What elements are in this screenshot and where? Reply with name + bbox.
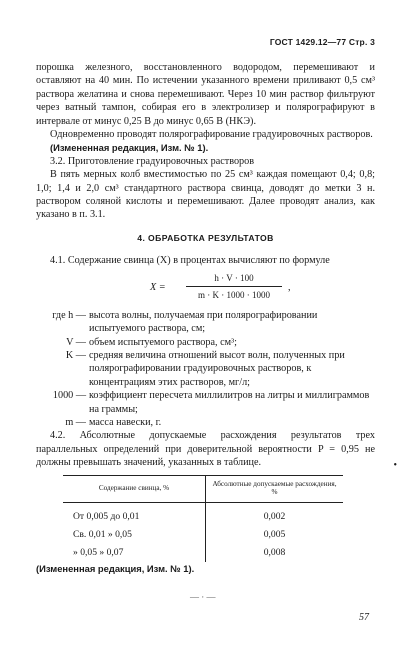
definition-symbol: K — — [65, 349, 86, 361]
formula-lhs: X = — [150, 281, 166, 293]
formula-denominator: m · K · 1000 · 1000 — [198, 289, 270, 300]
definition-symbol: 1000 — — [52, 390, 86, 402]
definition-row — [36, 349, 375, 389]
page-header: ГОСТ 1429.12—77 Стр. 3 — [269, 37, 375, 47]
table-header-cell: Содержание свинца, % — [63, 475, 206, 502]
table-row — [63, 526, 343, 544]
formula-numerator: h · V · 100 — [214, 272, 254, 283]
side-mark: • — [393, 460, 397, 471]
document-body — [36, 61, 375, 575]
table-cell: От 0,005 до 0,01 — [63, 502, 206, 526]
table-cell: 0,002 — [263, 510, 286, 522]
table-header-cell: Абсолютные допускаемые расхождения, % — [206, 475, 344, 502]
variable-definitions — [36, 309, 375, 430]
paragraph: 4.1. Содержание свинца (X) в процентах вычисляют по формуле — [50, 255, 330, 267]
paragraph: 3.2. Приготовление градуировочных растворов — [50, 155, 255, 167]
definition-text: коэффициент пересчета миллилитров на литры и миллиграммов на граммы; — [89, 390, 370, 415]
edition-note: (Измененная редакция, Изм. № 1). — [36, 562, 195, 574]
tolerance-table — [63, 475, 343, 562]
page-number: 57 — [359, 612, 369, 623]
table-header-row — [63, 475, 343, 502]
definition-text: масса навески, г. — [89, 416, 162, 428]
table-cell: » 0,05 » 0,07 — [63, 544, 206, 562]
definition-text: объем испытуемого раствора, см³; — [89, 336, 237, 348]
table-cell: 0,005 — [263, 528, 286, 540]
definition-row — [36, 336, 375, 349]
paragraph: В пять мерных колб вместимостью по 25 см³ каждая помещают 0,4; 0,8; 1,0; 1,4 и 2,0 см³ стандартного раствора свинца, доводят до метки 3 н. раствором соляной кислоты и перемешивают. Далее проводят анализ, как указано в п. 3.1. — [36, 169, 375, 221]
definition-row — [36, 389, 375, 416]
table-cell: 0,008 — [263, 546, 286, 558]
definition-row — [36, 309, 375, 336]
separator-dash: — · — — [190, 592, 216, 602]
definition-symbol: V — — [66, 336, 86, 348]
formula — [36, 271, 375, 305]
section-heading: 4. ОБРАБОТКА РЕЗУЛЬТАТОВ — [137, 232, 274, 243]
definition-symbol: m — — [65, 416, 86, 428]
table-row — [63, 544, 343, 562]
table-row — [63, 502, 343, 526]
definition-text: средняя величина отношений высот волн, полученных при полярографировании градуировочных растворов, к концентрациям этих растворов, мг/л; — [89, 349, 345, 388]
paragraph: порошка железного, восстановленного водородом, перемешивают и оставляют на 40 мин. По истечении указанного времени приливают 0,5 см³ раствора желатина и снова перемешивают. Через 10 мин раствор фильтруют через ватный тампон, собирая его в электролизер и полярографируют в интервале от минус 0,25 В до минус 0,65 В (НКЭ). — [36, 62, 375, 127]
definition-text: высота волны, получаемая при полярографировании испытуемого раствора, см; — [89, 309, 318, 335]
paragraph: Одновременно проводят полярографирование градуировочных растворов. — [50, 129, 373, 141]
edition-note: (Измененная редакция, Изм. № 1). — [50, 142, 209, 154]
fraction-bar — [186, 286, 282, 287]
table-cell: Св. 0,01 » 0,05 — [63, 526, 206, 544]
definition-row — [36, 416, 375, 429]
paragraph: 4.2. Абсолютные допускаемые расхождения результатов трех параллельных определений при доверительной вероятности P = 0,95 не должны превышать значений, указанных в таблице. — [36, 430, 375, 469]
formula-tail: , — [288, 281, 291, 293]
definition-symbol: где h — — [52, 309, 86, 321]
